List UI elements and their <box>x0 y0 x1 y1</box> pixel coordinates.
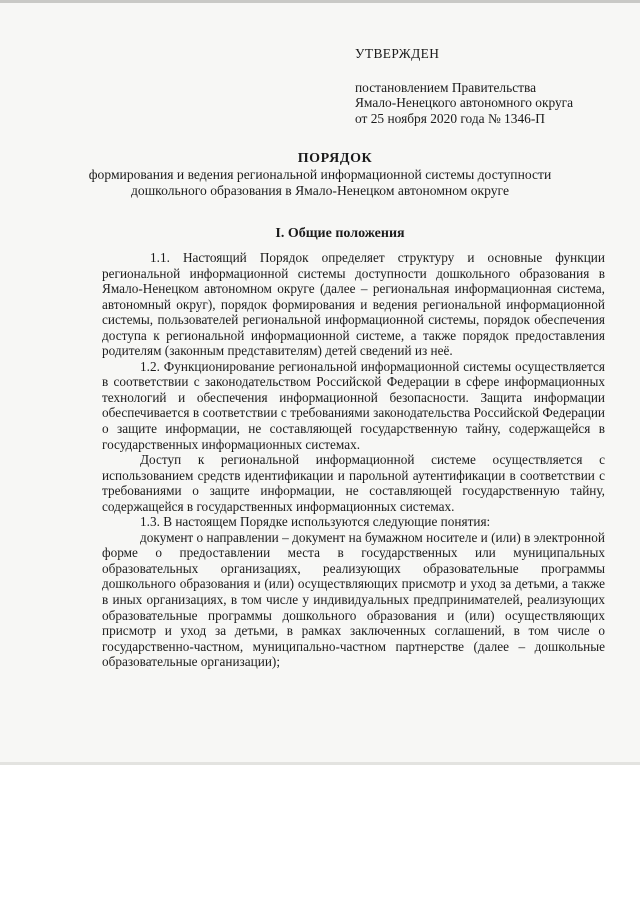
paragraph-access: Доступ к региональной информационной системе осуществляется с использованием средств идентификации и парольной аутентификации в соответствии с требованиями о защите информации, не составляющей государственную тайну, содержащейся в государственных информационных системах. <box>102 452 605 514</box>
paragraph-1-2: 1.2. Функционирование региональной информационной системы осуществляется в соответствии с законодательством Российской Федерации в сфере информационных технологий и обеспечения информационной безопасности. Защита информации обеспечивается в соответствии с требованиями законодательства Российской Федерации о защите информации, не составляющей государственную тайну, содержащейся в государственных информационных системах. <box>102 358 605 452</box>
title-line-1: формирования и ведения региональной информационной системы доступности <box>88 167 552 182</box>
approval-line-2: Ямало-Ненецкого автономного округа <box>355 95 574 110</box>
approval-block <box>355 46 573 126</box>
approval-line-3: от 25 ноября 2020 года № 1346-П <box>355 110 545 126</box>
approval-line-1: постановлением Правительства <box>355 79 537 95</box>
section-heading: I. Общие положения <box>275 226 405 241</box>
scan-bottom-edge <box>0 762 640 765</box>
title-line-2: дошкольного образования в Ямало-Ненецком автономном округе <box>131 182 509 198</box>
paragraph-definition: документ о направлении – документ на бумажном носителе и (или) в электронной форме о предоставлении места в государственных или муниципальных образовательных организациях, реализующих образовательные программы дошкольного образования и (или) осуществляющих присмотр и уход за детьми, а также в иных организациях, в том числе у индивидуальных предпринимателей, реализующих образовательные программы дошкольного образования и (или) осуществляющих присмотр и уход за детьми, в рамках заключенных соглашений, в том числе о государственно-частном, муниципально-частном партнерстве (далее – дошкольные образовательные организации); <box>102 529 605 670</box>
scan-top-edge <box>0 0 640 3</box>
paragraph-1-1: 1.1. Настоящий Порядок определяет структуру и основные функции региональной информационной системы доступности дошкольного образования в Ямало-Ненецком автономном округе (далее – региональная информационная система, автономный округ), порядок формирования и ведения региональной информационной системы, пользователей региональной информационной системы, порядок обеспечения доступа к региональной информационной системе, а также порядок предоставления родителям (законным представителям) детей сведений из неё. <box>102 250 605 359</box>
title-heading: ПОРЯДОК <box>297 151 373 166</box>
paragraph-1-3: 1.3. В настоящем Порядке используются следующие понятия: <box>140 514 491 530</box>
approval-stamp-title: УТВЕРЖДЕН <box>355 46 440 61</box>
document-title <box>0 151 640 198</box>
body-text <box>102 250 605 670</box>
